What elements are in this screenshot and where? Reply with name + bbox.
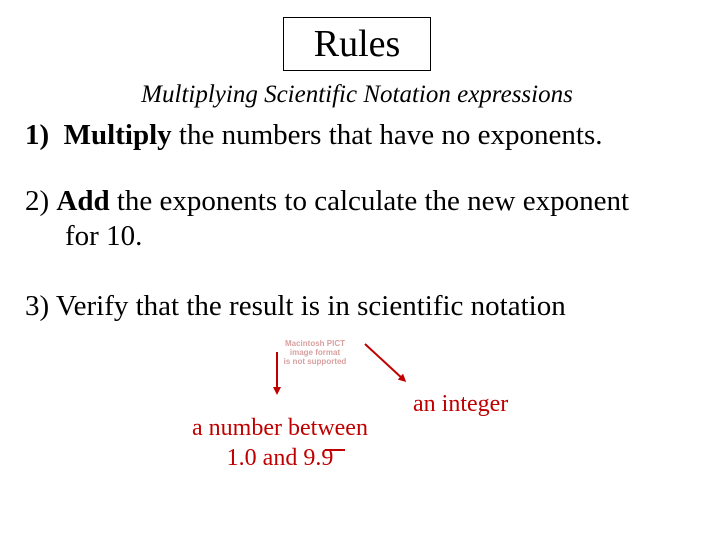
rule-2-keyword: Add <box>56 185 110 217</box>
rule-3 <box>25 289 566 324</box>
rule-1-keyword: Multiply <box>63 119 172 151</box>
rule-2-continuation: for 10. <box>65 220 143 252</box>
rule-1-text: the numbers that have no exponents. <box>171 119 603 151</box>
placeholder-line-1: Macintosh PICT <box>284 339 345 348</box>
rule-2-text: the exponents to calculate the new exponent <box>109 185 630 217</box>
rule-2-number: 2) <box>25 185 50 217</box>
rule-1-number: 1) <box>25 119 50 151</box>
unsupported-image-placeholder <box>262 339 368 371</box>
integer-label: an integer <box>413 391 509 417</box>
number-between-label <box>160 413 400 473</box>
rule-3-text: Verify that the result is in scientific notation <box>55 290 566 322</box>
rule-1 <box>25 118 603 153</box>
number-between-line-2: 1.0 and 9.9 <box>226 445 334 471</box>
diagonal-arrow <box>365 344 404 380</box>
placeholder-line-2: image format <box>289 348 341 357</box>
rule-2 <box>25 184 629 219</box>
placeholder-line-3: is not supported <box>283 357 347 366</box>
number-between-line-1: a number between <box>192 415 368 441</box>
page-title: Rules <box>283 17 431 71</box>
subtitle: Multiplying Scientific Notation expressions <box>141 81 573 108</box>
rule-3-number: 3) <box>25 290 50 322</box>
